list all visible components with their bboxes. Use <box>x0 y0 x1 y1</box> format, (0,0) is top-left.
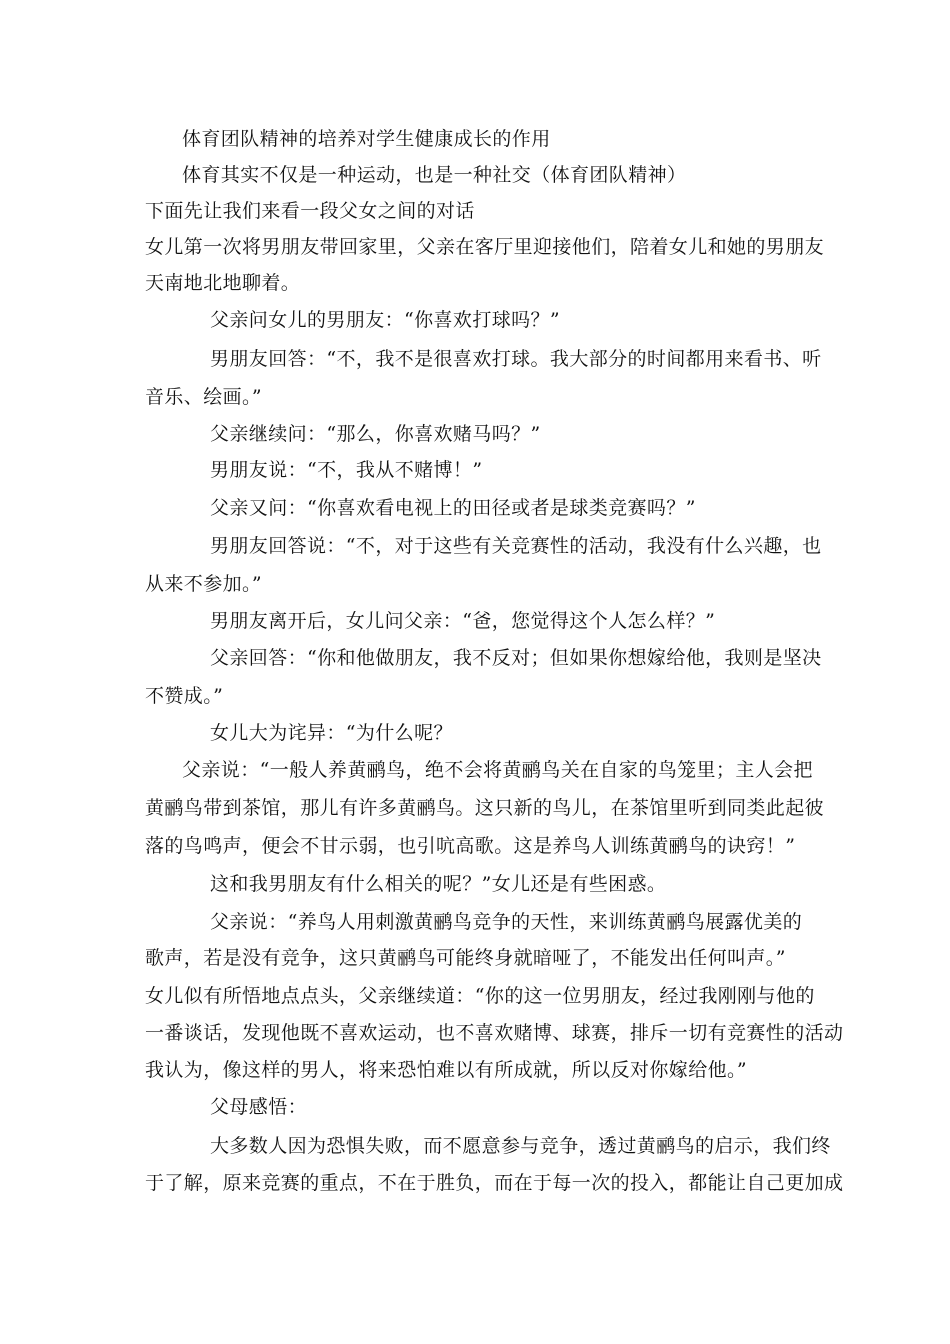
paragraph-line: 体育其实不仅是一种运动，也是一种社交（体育团队精神） <box>182 164 687 186</box>
paragraph-line: 于了解，原来竞赛的重点，不在于胜负，而在于每一次的投入，都能让自己更加成 <box>145 1172 844 1194</box>
paragraph-line: 大多数人因为恐惧失败，而不愿意参与竞争，透过黄鹂鸟的启示，我们终 <box>210 1135 831 1157</box>
paragraph-line: 音乐、绘画。” <box>145 386 263 408</box>
paragraph-line: 父亲说：“养鸟人用刺激黄鹂鸟竞争的天性，来训练黄鹂鸟展露优美的 <box>210 911 803 933</box>
paragraph-line: 歌声，若是没有竞争，这只黄鹂鸟可能终身就暗哑了，不能发出任何叫声。” <box>145 947 786 969</box>
paragraph-line: 女儿第一次将男朋友带回家里，父亲在客厅里迎接他们，陪着女儿和她的男朋友 <box>145 236 825 258</box>
paragraph-line: 我认为，像这样的男人，将来恐怕难以有所成就，所以反对你嫁给他。” <box>145 1059 748 1081</box>
paragraph-line: 男朋友回答：“不，我不是很喜欢打球。我大部分的时间都用来看书、听 <box>210 348 822 370</box>
paragraph-line: 黄鹂鸟带到茶馆，那儿有许多黄鹂鸟。这只新的鸟儿，在茶馆里听到同类此起彼 <box>145 797 825 819</box>
paragraph-line: 落的鸟鸣声，便会不甘示弱，也引吭高歌。这是养鸟人训练黄鹂鸟的诀窍！” <box>145 835 796 857</box>
paragraph-line: 这和我男朋友有什么相关的呢？”女儿还是有些困惑。 <box>210 873 667 895</box>
paragraph-line: 下面先让我们来看一段父女之间的对话 <box>145 200 475 222</box>
paragraph-line: 父亲说：“一般人养黄鹂鸟，绝不会将黄鹂鸟关在自家的鸟笼里；主人会把 <box>182 759 813 781</box>
document-title: 体育团队精神的培养对学生健康成长的作用 <box>182 128 551 150</box>
paragraph-line: 女儿大为诧异：“为什么呢？ <box>210 722 453 744</box>
paragraph-line: 不赞成。” <box>145 685 224 707</box>
paragraph-line: 父亲又问：“你喜欢看电视上的田径或者是球类竞赛吗？” <box>210 497 696 519</box>
paragraph-line: 父亲回答：“你和他做朋友，我不反对；但如果你想嫁给他，我则是坚决 <box>210 647 822 669</box>
paragraph-line: 父亲问女儿的男朋友：“你喜欢打球吗？” <box>210 309 561 331</box>
paragraph-line: 天南地北地聊着。 <box>145 272 301 294</box>
paragraph-line: 男朋友回答说：“不，对于这些有关竞赛性的活动，我没有什么兴趣，也 <box>210 535 822 557</box>
paragraph-line: 父亲继续问：“那么，你喜欢赌马吗？” <box>210 423 541 445</box>
paragraph-line: 父母感悟： <box>210 1096 308 1118</box>
paragraph-line: 男朋友说：“不，我从不赌博！” <box>210 459 483 481</box>
paragraph-line: 女儿似有所悟地点点头，父亲继续道：“你的这一位男朋友，经过我刚刚与他的 <box>145 985 815 1007</box>
paragraph-line: 男朋友离开后，女儿问父亲：“爸，您觉得这个人怎么样？” <box>210 610 716 632</box>
paragraph-line: 从来不参加。” <box>145 573 263 595</box>
paragraph-line: 一番谈话，发现他既不喜欢运动，也不喜欢赌博、球赛，排斥一切有竞赛性的活动 <box>145 1022 844 1044</box>
